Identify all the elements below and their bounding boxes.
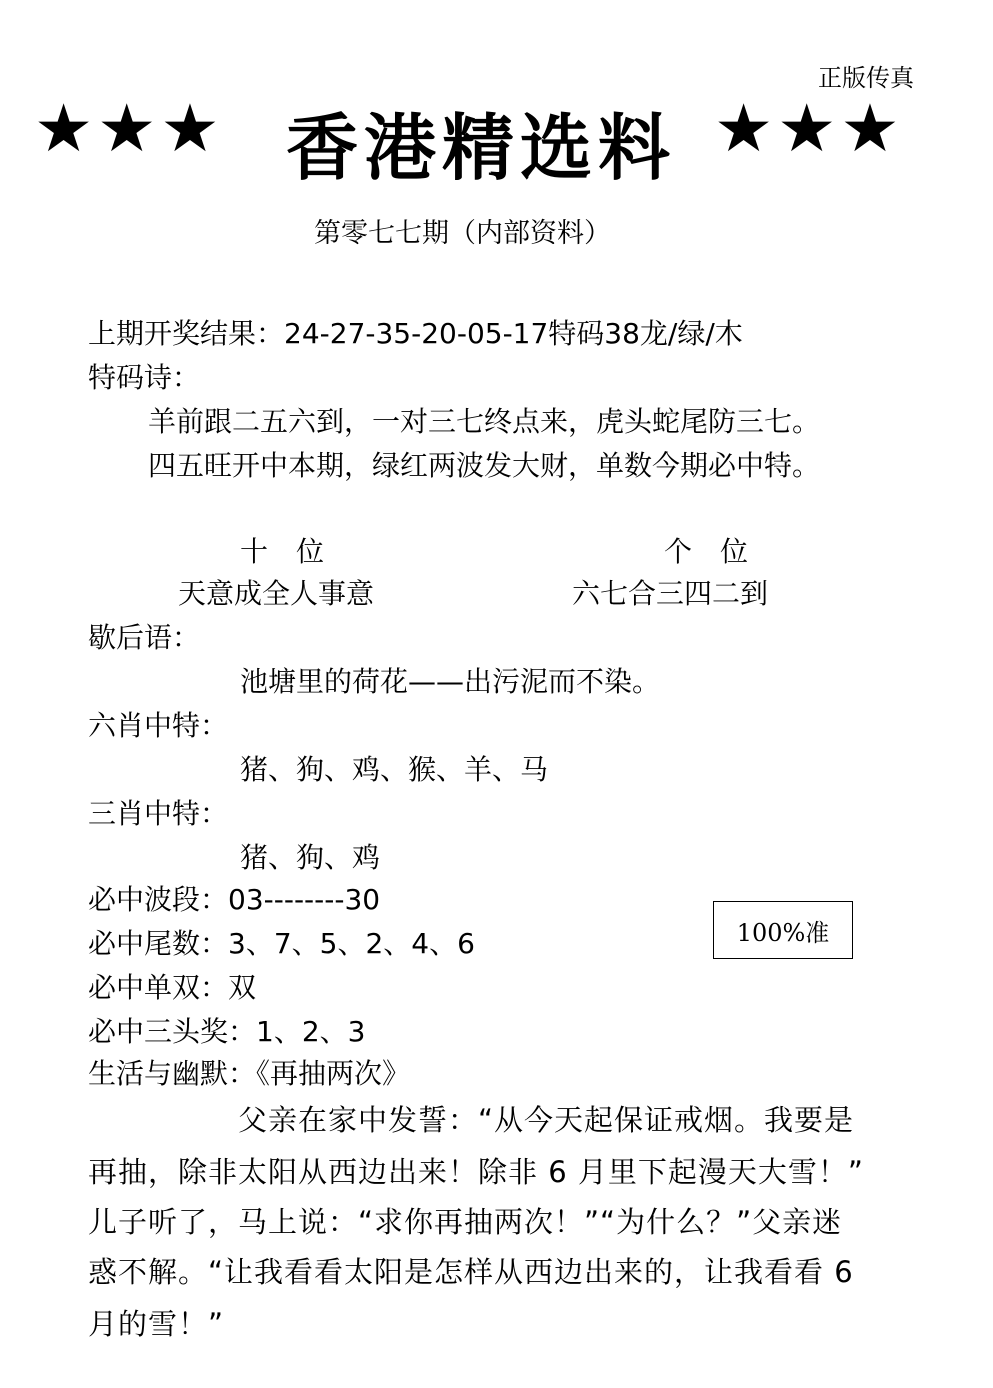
accuracy-badge: 100%准 <box>713 901 853 959</box>
tail-value: 3、7、5、2、4、6 <box>228 927 475 960</box>
wave-label: 必中波段： <box>88 883 229 916</box>
story-line-3: 儿子听了，马上说：“求你再抽两次！”“为什么？”父亲迷 <box>88 1205 843 1239</box>
stars-left: ★★★ <box>34 90 224 167</box>
three-zodiac-value: 猪、狗、鸡 <box>240 841 381 874</box>
humor-heading <box>88 1056 410 1092</box>
tens-header: 十 位 <box>240 535 325 568</box>
corner-label: 正版传真 <box>818 64 914 92</box>
three-head-label: 必中三头奖： <box>88 1015 257 1048</box>
ones-value: 六七合三四二到 <box>572 577 769 610</box>
xiehouyu-label: 歇后语： <box>88 621 201 654</box>
ones-header: 个 位 <box>664 535 749 568</box>
poem-label: 特码诗： <box>88 361 201 394</box>
poem-line-1: 羊前跟二五六到，一对三七终点来，虎头蛇尾防三七。 <box>148 405 821 438</box>
xiehouyu-text: 池塘里的荷花——出污泥而不染。 <box>240 665 661 698</box>
humor-label: 生活与幽默： <box>88 1057 257 1090</box>
last-results-label: 上期开奖结果： <box>88 317 285 350</box>
three-head-row <box>88 1014 365 1050</box>
tail-label: 必中尾数： <box>88 927 229 960</box>
three-zodiac-label: 三肖中特： <box>88 797 229 830</box>
story-line-2: 再抽，除非太阳从西边出来！除非 6 月里下起漫天大雪！” <box>88 1155 864 1189</box>
odd-even-value: 双 <box>228 971 257 1004</box>
odd-even-row <box>88 970 256 1006</box>
page-title: 香港精选料 <box>286 106 677 190</box>
wave-row <box>88 882 380 918</box>
story-line-5: 月的雪！” <box>88 1307 225 1341</box>
issue-number: 第零七七期（内部资料） <box>314 218 611 249</box>
wave-value: 03--------30 <box>228 883 381 916</box>
story-line-4: 惑不解。“让我看看太阳是怎样从西边出来的，让我看看 6 <box>88 1255 854 1289</box>
stars-right: ★★★ <box>714 90 904 167</box>
six-zodiac-label: 六肖中特： <box>88 709 229 742</box>
odd-even-label: 必中单双： <box>88 971 229 1004</box>
six-zodiac-value: 猪、狗、鸡、猴、羊、马 <box>240 753 549 786</box>
last-results-value: 24-27-35-20-05-17特码38龙/绿/木 <box>284 317 743 350</box>
humor-title: 《再抽两次》 <box>256 1057 411 1090</box>
last-results <box>88 316 743 352</box>
tens-value: 天意成全人事意 <box>178 577 375 610</box>
poem-line-2: 四五旺开中本期，绿红两波发大财，单数今期必中特。 <box>148 449 821 482</box>
tail-row <box>88 926 475 962</box>
three-head-value: 1、2、3 <box>256 1015 366 1048</box>
story-line-1: 父亲在家中发誓：“从今天起保证戒烟。我要是 <box>238 1103 855 1137</box>
